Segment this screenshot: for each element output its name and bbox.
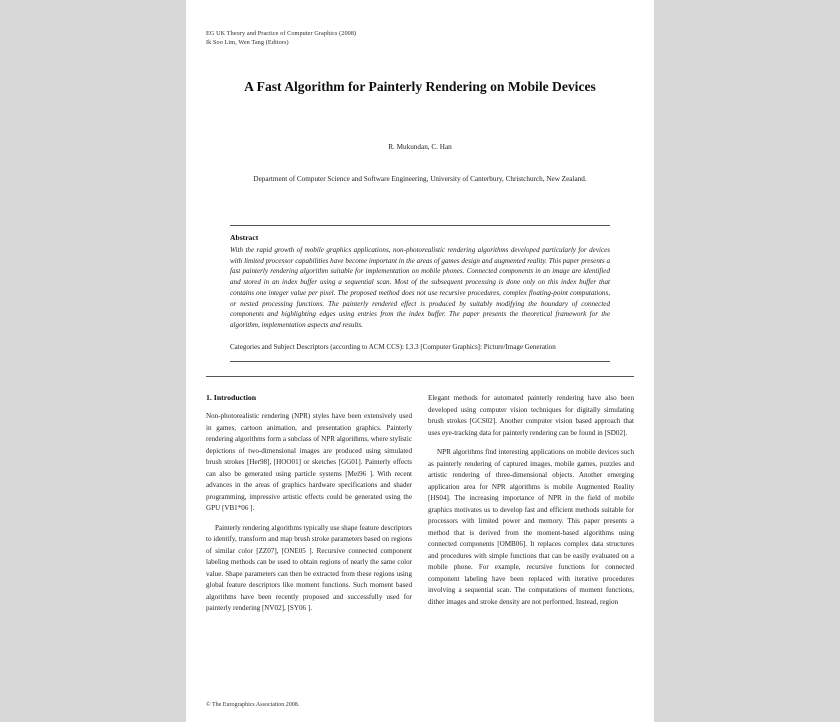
proceedings-header xyxy=(206,30,634,48)
paragraph: Elegant methods for automated painterly rendering have also been developed using computer vision techniques for digitally simulating brush strokes [GCS02]. Another computer vision based approach that uses eye-tracking data for painterly rendering can be found in [SD02]. xyxy=(428,394,634,437)
body-columns xyxy=(206,393,634,622)
page-title: A Fast Algorithm for Painterly Rendering on Mobile Devices xyxy=(244,78,596,94)
paragraph: Non-photorealistic rendering (NPR) styles have been extensively used in games, cartoon animation, and presentation graphics. Painterly rendering algorithms form a subclass of NPR algorithms, where stylistic depictions of two-dimensional images are produced using simulated brush strokes [Her98], [HOO01] or sketches [GG01]. Painterly effects can also be generated using particle systems [Mei96 ]. With recent advances in the areas of graphics hardware specifications and shader programming, impressive artistic effects could be generated using the GPU [VB1*06 ]. xyxy=(206,412,412,513)
section-heading-introduction: 1. Introduction xyxy=(206,393,257,403)
column-right xyxy=(428,393,634,622)
paper-page xyxy=(186,0,654,722)
paragraph: Painterly rendering algorithms typically use shape feature descriptors to identify, transform and map brush stroke parameters based on regions of similar color [ZZ07], [ONE05 ]. Recursive connected component labeling methods can be used to obtain regions of nearly the same color value. Shape parameters can then be extracted from these regions using global feature descriptors like moment functions. Such moment based algorithms have been recently proposed and successfully used for painterly rendering [NV02], [SY06 ]. xyxy=(206,523,412,613)
authors: R. Mukundan, C. Han xyxy=(388,142,452,151)
abstract-block xyxy=(230,225,610,363)
copyright-footer: © The Eurographics Association 2008. xyxy=(206,702,300,708)
abstract-text: With the rapid growth of mobile graphics applications, non-photorealistic rendering algorithms developed particularly for devices with limited processor capabilities have become important in the areas of games design and augmented reality. This paper presents a fast painterly rendering algorithm suitable for implementation on mobile phones. Connected components in an image are identified and stored in an index buffer using a sequential scan. Most of the subsequent processing is done only on this index buffer that contains one integer value per pixel. The proposed method does not use recursive procedures, complex floating-point computations, or nested processing functions. The painterly rendered effect is produced by suitably modifying the boundary of connected components and highlighting edges using entries from the index buffer. The paper presents the theoretical framework for the algorithm, implementation aspects and results. xyxy=(230,245,610,330)
proceedings-line-1: EG UK Theory and Practice of Computer Graphics (2008) xyxy=(206,30,357,37)
ccs-categories: Categories and Subject Descriptors (according to ACM CCS): I.3.3 [Computer Graphics]: Picture/Image Generation xyxy=(230,342,556,351)
section-divider xyxy=(206,376,634,377)
column-left xyxy=(206,393,412,622)
affiliation: Department of Computer Science and Software Engineering, University of Canterbury, Christchurch, New Zealand. xyxy=(253,174,587,183)
paragraph: NPR algorithms find interesting applications on mobile devices such as painterly rendering of captured images, mobile games, puzzles and artistic rendering of three-dimensional objects. Another emerging application area for NPR algorithms is mobile Augmented Reality [HS04]. The increasing importance of NPR in the field of mobile graphics motivates us to develop fast and efficient methods suitable for processors with limited power and memory. This paper presents a method that is derived from the moment-based algorithms using connected components [OMB06]. It replaces complex data structures and procedures with simple functions that can be easily evaluated on a mobile phone. For example, recursive functions for connected component labeling have been replaced with iterative procedures involving a sequential scan. The computations of moment functions, dither images and stroke density are not performed. Instead, region xyxy=(428,448,634,606)
abstract-heading: Abstract xyxy=(230,232,259,242)
proceedings-line-2: Ik Soo Lim, Wen Tang (Editors) xyxy=(206,38,289,46)
